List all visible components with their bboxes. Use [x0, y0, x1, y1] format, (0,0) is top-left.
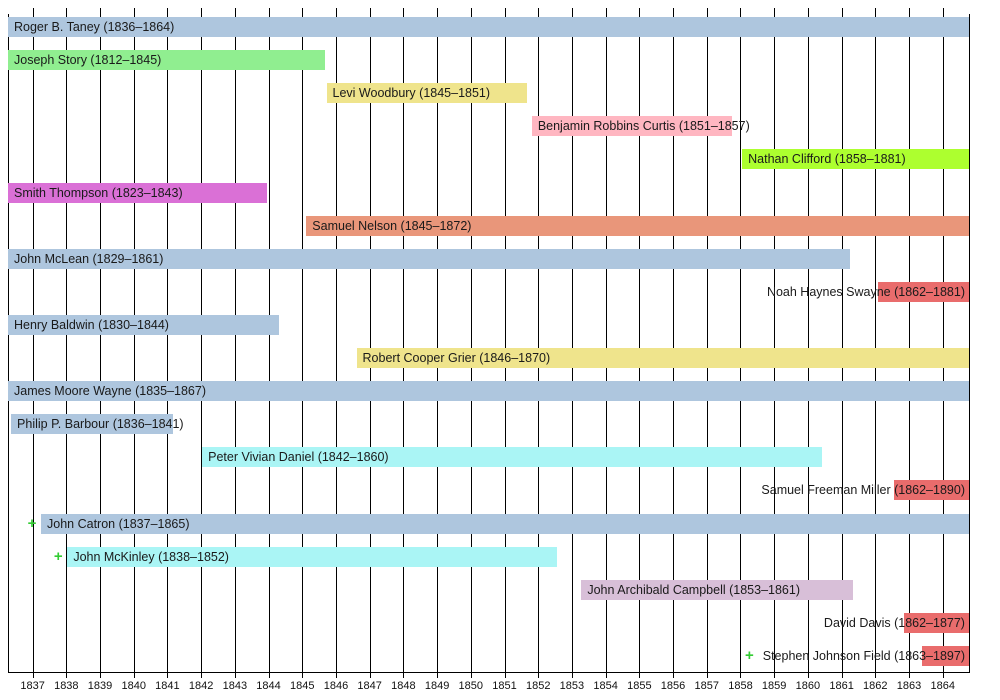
- timeline-bar-philip-p-barbour: [11, 414, 184, 434]
- plus-marker-icon: +: [744, 647, 754, 665]
- gridline-1841: [167, 14, 168, 672]
- bar-label-stephen-johnson-field: [745, 646, 965, 666]
- bar-label-peter-vivian-daniel: Peter Vivian Daniel (1842–1860): [208, 450, 389, 465]
- x-axis-label-1863: 1863: [896, 680, 922, 692]
- timeline-bar-nathan-clifford: [742, 149, 969, 169]
- timeline-bar-levi-woodbury: [327, 83, 528, 103]
- top-tick-1849: [437, 8, 438, 14]
- gridline-1837: [33, 14, 34, 672]
- gridline-1858: [740, 14, 741, 672]
- gridline-1842: [201, 14, 202, 672]
- top-tick-1859: [774, 8, 775, 14]
- x-axis-label-1853: 1853: [559, 680, 585, 692]
- gridline-1839: [100, 14, 101, 672]
- gridline-1862: [875, 14, 876, 672]
- x-axis-label-1839: 1839: [87, 680, 113, 692]
- gridline-1860: [808, 14, 809, 672]
- gridline-1857: [707, 14, 708, 672]
- x-axis-label-1861: 1861: [829, 680, 854, 692]
- gridline-1840: [134, 14, 135, 672]
- plus-marker-icon: +: [27, 514, 37, 532]
- x-axis-label-1838: 1838: [54, 680, 79, 692]
- gridline-1856: [673, 14, 674, 672]
- bar-label-smith-thompson: Smith Thompson (1823–1843): [14, 185, 183, 200]
- bottom-spine: [8, 672, 970, 673]
- top-tick-1858: [740, 8, 741, 14]
- timeline-bar-james-moore-wayne: [8, 381, 969, 401]
- top-tick-1852: [538, 8, 539, 14]
- x-axis-label-1857: 1857: [694, 680, 719, 692]
- bar-label-text: Stephen Johnson Field (1863–1897): [762, 648, 965, 663]
- bar-label-samuel-nelson: Samuel Nelson (1845–1872): [312, 218, 472, 233]
- timeline-bar-henry-baldwin: [8, 315, 279, 335]
- top-tick-1853: [572, 8, 573, 14]
- x-axis-label-1849: 1849: [424, 680, 450, 692]
- top-tick-1844: [269, 8, 270, 14]
- gridline-1851: [505, 14, 506, 672]
- bar-label-henry-baldwin: Henry Baldwin (1830–1844): [14, 317, 169, 332]
- bar-label-philip-p-barbour: Philip P. Barbour (1836–1841): [17, 417, 184, 432]
- x-axis-label-1844: 1844: [256, 680, 281, 692]
- timeline-bar-joseph-story: [8, 50, 325, 70]
- top-tick-1841: [167, 8, 168, 14]
- plus-marker-icon: +: [53, 547, 63, 565]
- bar-label-james-moore-wayne: James Moore Wayne (1835–1867): [14, 384, 206, 399]
- x-axis-label-1855: 1855: [627, 680, 652, 692]
- timeline-bar-john-catron: [41, 514, 969, 534]
- x-axis-label-1837: 1837: [20, 680, 45, 692]
- top-tick-1850: [471, 8, 472, 14]
- top-tick-1846: [336, 8, 337, 14]
- timeline-bar-benjamin-robbins-curtis: [532, 116, 750, 136]
- bar-label-levi-woodbury: Levi Woodbury (1845–1851): [332, 86, 491, 101]
- timeline-bar-noah-haynes-swayne: [766, 282, 969, 302]
- x-axis-label-1852: 1852: [525, 680, 551, 692]
- gridline-1852: [538, 14, 539, 672]
- timeline-bar-john-mclean: [8, 249, 850, 269]
- gridline-1848: [403, 14, 404, 672]
- bar-label-samuel-freeman-miller: Samuel Freeman Miller (1862–1890): [761, 483, 965, 498]
- top-tick-1864: [943, 8, 944, 14]
- right-spine: [969, 14, 970, 672]
- top-tick-1840: [134, 8, 135, 14]
- gridline-1859: [774, 14, 775, 672]
- x-axis-label-1848: 1848: [391, 680, 416, 692]
- timeline-bar-stephen-johnson-field: [744, 646, 969, 666]
- timeline-bar-peter-vivian-daniel: [202, 447, 822, 467]
- timeline-bar-john-archibald-campbell: [581, 580, 852, 600]
- timeline-bar-samuel-freeman-miller: [761, 480, 969, 500]
- x-axis-label-1846: 1846: [323, 680, 349, 692]
- gridline-1838: [66, 14, 67, 672]
- x-axis-label-1862: 1862: [863, 680, 888, 692]
- gridline-1843: [235, 14, 236, 672]
- bar-label-robert-cooper-grier: Robert Cooper Grier (1846–1870): [362, 351, 551, 365]
- top-tick-1845: [302, 8, 303, 14]
- top-tick-1857: [707, 8, 708, 14]
- top-tick-1860: [808, 8, 809, 14]
- timeline-bar-roger-b-taney: [8, 17, 969, 37]
- gridline-1845: [302, 14, 303, 672]
- top-tick-1856: [673, 8, 674, 14]
- bar-label-john-catron: John Catron (1837–1865): [47, 516, 190, 531]
- left-spine: [8, 14, 9, 672]
- bar-label-john-mckinley: John McKinley (1838–1852): [73, 549, 229, 564]
- x-axis-label-1842: 1842: [188, 680, 214, 692]
- bar-label-roger-b-taney: Roger B. Taney (1836–1864): [14, 20, 175, 34]
- top-tick-1843: [235, 8, 236, 14]
- x-axis-label-1841: 1841: [155, 680, 180, 692]
- top-tick-1861: [842, 8, 843, 14]
- x-axis-label-1856: 1856: [660, 680, 686, 692]
- x-axis-label-1864: 1864: [930, 680, 955, 692]
- top-tick-1837: [33, 8, 34, 14]
- bar-label-noah-haynes-swayne: Noah Haynes Swayne (1862–1881): [766, 284, 965, 299]
- gridline-1863: [909, 14, 910, 672]
- x-axis-label-1850: 1850: [458, 680, 484, 692]
- bar-label-john-mclean: John McLean (1829–1861): [14, 251, 164, 266]
- bar-label-john-archibald-campbell: John Archibald Campbell (1853–1861): [587, 582, 800, 597]
- gridline-1855: [639, 14, 640, 672]
- bar-label-nathan-clifford: Nathan Clifford (1858–1881): [748, 152, 906, 167]
- gridline-1853: [572, 14, 573, 672]
- top-tick-1842: [201, 8, 202, 14]
- timeline-bar-david-davis: [823, 613, 969, 633]
- top-tick-1839: [100, 8, 101, 14]
- gridline-1861: [842, 14, 843, 672]
- top-tick-1838: [66, 8, 67, 14]
- gridline-1850: [471, 14, 472, 672]
- bar-label-david-davis: David Davis (1862–1877): [823, 615, 965, 630]
- gridline-1846: [336, 14, 337, 672]
- x-axis-label-1859: 1859: [761, 680, 787, 692]
- x-axis-label-1854: 1854: [593, 680, 618, 692]
- x-axis-label-1851: 1851: [492, 680, 517, 692]
- x-axis-label-1840: 1840: [121, 680, 146, 692]
- top-tick-1862: [875, 8, 876, 14]
- top-tick-1863: [909, 8, 910, 14]
- x-axis-label-1847: 1847: [357, 680, 382, 692]
- bar-label-benjamin-robbins-curtis: Benjamin Robbins Curtis (1851–1857): [537, 119, 750, 134]
- top-tick-1848: [403, 8, 404, 14]
- timeline-bar-samuel-nelson: [306, 216, 969, 236]
- x-axis-label-1845: 1845: [290, 680, 315, 692]
- top-tick-1855: [639, 8, 640, 14]
- gridline-1854: [606, 14, 607, 672]
- timeline-bar-john-mckinley: [67, 547, 556, 567]
- gridline-1847: [370, 14, 371, 672]
- x-axis-label-1860: 1860: [795, 680, 821, 692]
- gridline-1864: [943, 14, 944, 672]
- gridline-1844: [269, 14, 270, 672]
- top-tick-1854: [606, 8, 607, 14]
- x-axis-label-1858: 1858: [728, 680, 753, 692]
- top-tick-1847: [370, 8, 371, 14]
- timeline-bar-smith-thompson: [8, 183, 267, 203]
- top-tick-1851: [505, 8, 506, 14]
- bar-label-joseph-story: Joseph Story (1812–1845): [14, 53, 162, 68]
- gridline-1849: [437, 14, 438, 672]
- x-axis-label-1843: 1843: [222, 680, 248, 692]
- timeline-bar-robert-cooper-grier: [357, 348, 969, 368]
